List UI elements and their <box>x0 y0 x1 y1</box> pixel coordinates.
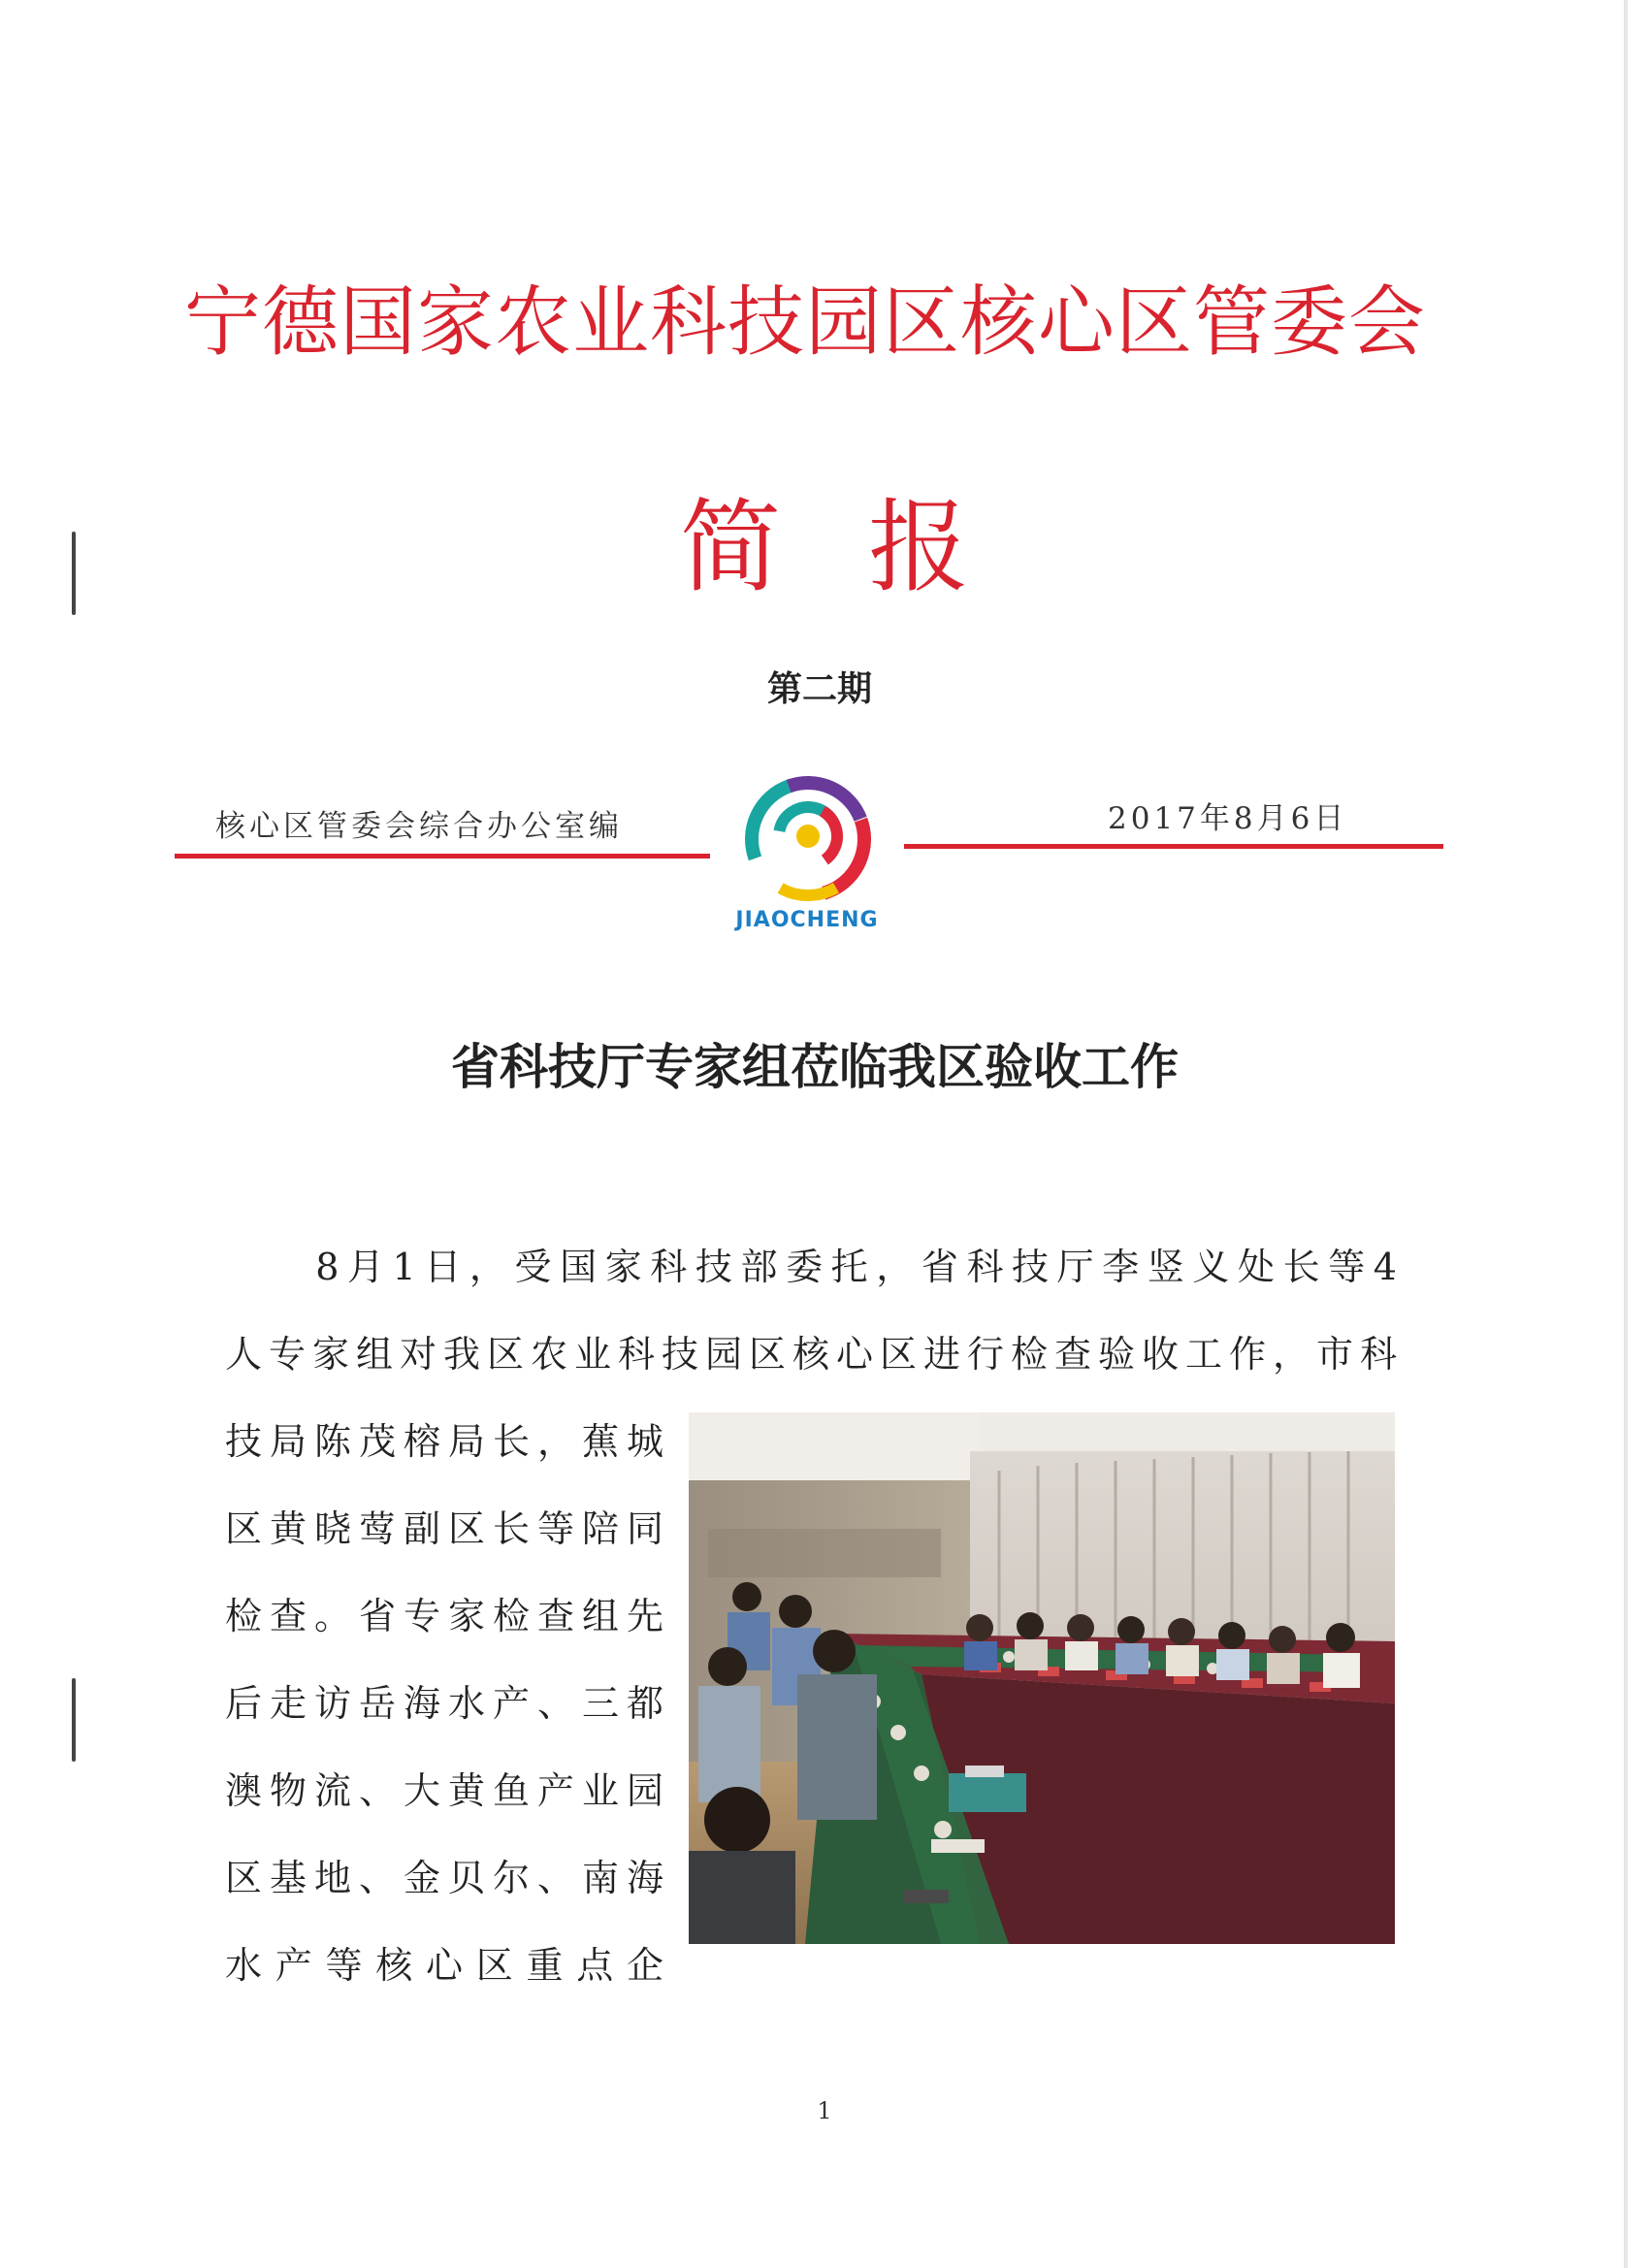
article-line-6: 后走访岳海水产、三都 <box>225 1682 663 1725</box>
article-line-3: 技局陈茂榕局长，蕉城 <box>225 1420 663 1463</box>
meeting-photo <box>689 1412 1395 1944</box>
page-number: 1 <box>817 2097 832 2124</box>
editor-line: 核心区管委会综合办公室编 <box>215 809 623 844</box>
article-line-1: 8月1日，受国家科技部委托，省科技厅李竖义处长等4 <box>225 1246 1397 1288</box>
article-headline: 省科技厅专家组莅临我区验收工作 <box>451 1038 1179 1095</box>
article-line-9: 水产等核心区重点企 <box>225 1944 663 1987</box>
page-edge <box>1624 0 1628 2268</box>
issue-date: 2017年8月6日 <box>1108 801 1348 836</box>
article-line-7: 澳物流、大黄鱼产业园 <box>225 1769 663 1812</box>
article-line-8: 区基地、金贝尔、南海 <box>225 1857 663 1899</box>
red-rule-left <box>175 854 710 859</box>
article-line-2: 人专家组对我区农业科技园区核心区进行检查验收工作，市科 <box>225 1333 1397 1376</box>
masthead-subtitle: 简报 <box>679 488 1056 606</box>
article-line-4: 区黄晓莺副区长等陪同 <box>225 1507 663 1550</box>
jiaocheng-logo-icon <box>745 776 871 902</box>
binding-mark-bottom <box>72 1678 76 1762</box>
logo-text: JIAOCHENG <box>735 908 879 932</box>
red-rule-right <box>904 844 1443 849</box>
binding-mark-top <box>72 532 76 615</box>
masthead-title: 宁德国家农业科技园区核心区管委会 <box>184 277 1426 367</box>
issue-number: 第二期 <box>766 669 872 709</box>
article-line-5: 检查。省专家检查组先 <box>225 1595 663 1637</box>
